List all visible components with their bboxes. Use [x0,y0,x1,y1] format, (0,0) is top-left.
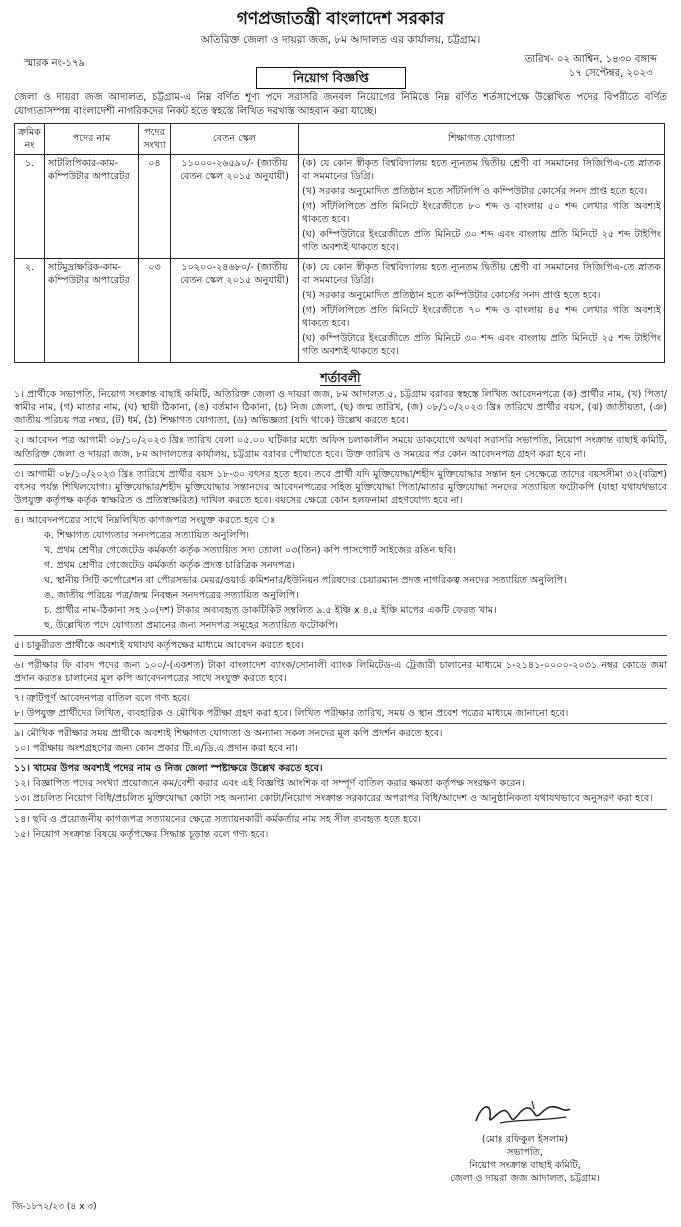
divider [14,723,667,724]
divider [14,510,667,511]
term-14: ১৪। ছবি ও প্রয়োজনীয় কাগজপত্র সত্যায়নের ক্ষেত্রে সত্যায়নকারী কর্মকর্তার নাম সহ সীল ব্যবহৃত হতে হবে। [14,813,421,825]
term-2: ২। আবেদন পত্র আগামী ০৮/১০/২০২৩ খ্রিঃ তারিখ বেলা ০৫.০০ ঘটিকার মধ্যে অফিস চলাকালীন সময়ে ডাকযোগে অথবা সরাসরি সভাপতি, নিয়োগ সংক্রান্ত বাছাই কমিটি, অতিরিক্ত জেলা ও দায়রা জজ, ৮ম আদালতের কার্যালয়, চট্টগ্রাম বরাবর পৌছাতে হবে। উক্ত তারিখ ও সময়ের পর কোন আবেদনপত্র গ্রহণ করা হবে না। [14,435,667,460]
row-count: ০৪ [139,154,171,258]
qualification-item: (গ) সাঁটলিপিতে প্রতি মিনিটে ইংরেজীতে ৭০ শব্দ ও বাংলায় ৪৫ শব্দ লেখার গতি অবশ্যই থাকতে হবে। [302,305,661,330]
divider [14,655,667,656]
table-row [15,258,665,362]
signature-icon [470,1097,580,1131]
term-15: ১৫। নিয়োগ সংক্রান্ত বিষয়ে কর্তৃপক্ষের সিদ্ধান্ত চূড়ান্ত বলে গণ্য হবে। [14,828,269,840]
notice-title: নিয়োগ বিজ্ঞপ্তি [256,67,406,89]
row-scale: ১০২০০-২৪৬৮০/- (জাতীয় বেতন স্কেল ২০১৫ অনুযায়ী) [171,258,299,362]
office-name: অতিরিক্ত জেলা ও দায়রা জজ, ৮ম আদালত এর কার্যালয়, চট্টগ্রাম। [200,34,481,47]
term-10: ১০। পরীক্ষায় অংশগ্রহণের জন্য কোন প্রকার টি.এ/ডি.এ প্রদান করা হবে না। [14,743,298,755]
term-5: ৫। চাকুরীরত প্রার্থীকে অবশ্যই যথাযথ কর্তৃপক্ষের মাধ্যমে আবেদন করতে হবে। [14,640,304,652]
table-header-row [15,123,665,154]
term-11: ১১। খামের উপর অবশ্যই পদের নাম ও নিজ জেলা স্পষ্টাক্ষরে উল্লেখ করতে হবে। [14,763,323,775]
term-4-item: ঙ. জাতীয় পরিচয় পত্র/জন্ম নিবন্ধন সনদপত্রের সত্যায়িত অনুলিপি। [44,589,299,601]
intro-paragraph: জেলা ও দায়রা জজ আদালত, চট্টগ্রাম-এ নিম্ন বর্ণিত শূণ্য পদে সরাসরি জনবল নিয়োগের নিমিত্তে নিম্ন বর্ণিত শর্তসাপেক্ষে উল্লেখিত পদের বিপরীতে বর্ণিত যোগ্যতাসম্পন্ন বাংলাদেশী নাগরিকদের নিকট হতে স্বহস্তে লিখিত দরখাস্ত আহবান করা যাচ্ছে। [14,92,667,117]
row-serial: ১. [15,154,45,258]
signatory-name: (মোঃ রফিকুল ইসলাম) [481,1134,569,1145]
memo-number: স্মারক নং-১৭৯ [24,58,86,70]
qualification-item: (খ) সরকার অনুমোদিত প্রতিষ্ঠান হতে সাঁটলিপি ও কম্পিউটার কোর্সের সনদ প্রাপ্ত হতে হবে। [302,185,648,197]
row-post: সাটলিপিকার-কাম-কম্পিউটার অপারেটর [45,154,139,258]
qualification-item: (ঘ) কম্পিউটারে ইংরেজীতে প্রতি মিনিটে ৩০ শব্দ এবং বাংলায় প্রতি মিনিটে ২৫ শব্দ টাইপিং গতি অবশ্যই থাকতে হবে। [302,333,661,358]
date-english: ১৭ সেপ্টেম্বর, ২০২৩ [568,67,653,79]
row-qualifications [299,258,665,362]
term-4: ৪। আবেদনপত্রের সাথে নিম্নলিখিত কাগজপত্র সংযুক্ত করতে হবে ঃ [14,514,276,526]
term-12: ১২। বিজ্ঞাপিত পদের সংখ্যা প্রয়োজনে কম/বেশী করার এবং এই বিজ্ঞপ্তি আংশিক বা সম্পূর্ণ বাতিল করার ক্ষমতা কর্তৃপক্ষ সংরক্ষণ করেন। [14,778,525,790]
signatory-office: জেলা ও দায়রা জজ আদালত, চট্টগ্রাম। [450,1173,600,1185]
header-row [10,49,671,86]
terms-title-text: শর্তাবলী [320,370,361,386]
header-qualification: শিক্ষাগত যোগ্যতা [299,123,665,154]
qualification-item: (ঘ) কম্পিউটারে ইংরেজীতে প্রতি মিনিটে ৩০ শব্দ এবং বাংলায় প্রতি মিনিটে ২৫ শব্দ টাইপিং গতি অবশ্যই থাকতে হবে। [302,228,661,253]
header-count: পদের সংখ্যা [139,123,171,154]
government-title: গণপ্রজাতন্ত্রী বাংলাদেশ সরকার [236,9,445,29]
term-4-item: গ. প্রথম শ্রেণীর গেজেটেড কর্মকর্তা কর্তৃক প্রদত্ত চারিত্রিক সনদপত্র। [44,559,295,571]
signature-block [405,1097,645,1185]
term-6: ৬। পরীক্ষার ফি বাবদ পদের জন্য ১০০/-(একশত) টাকা বাংলাদেশ ব্যাংক/সোনালী ব্যাংক লিমিটেড-এ ট্রেজারী চালানের মাধ্যমে ১-২১৪১-০০০০-২০৩১ নম্বর কোডে জমা প্রদান করতঃ চালানের মূল কপি আবেদনপত্রের সাথে সংযুক্ত করতে হবে। [14,660,667,685]
terms-title [10,369,671,386]
qualification-item: (ক) যে কোন স্বীকৃত বিশ্ববিদ্যালয় হতে ন্যূনতম দ্বিতীয় শ্রেণী বা সমমানের সিজিপিএ-তে স্নাতক বা সমমানের ডিগ্রি। [302,261,661,287]
date-block [525,53,657,80]
table-row [15,154,665,258]
divider [14,430,667,431]
qualification-item: (গ) সাঁটলিপিতে প্রতি মিনিটে ইংরেজীতে ৮০ শব্দ ও বাংলায় ৫০ শব্দ লেখার গতি অবশ্যই থাকতে হবে। [302,200,661,225]
term-13: ১৩। প্রচলিত নিয়োগ বিধি/প্রচলিত মুক্তিযোদ্ধা কোটা সহ অন্যান্য কোটা/নিয়োগ সংক্রান্ত সরকারের অপরাপর বিধি/আদেশ ও আনুষ্ঠানিকতা যথাযথভাবে অনুসরণ করা হবে। [14,793,653,805]
signatory-designation: সভাপতি, [507,1147,543,1159]
footer-code: জি-১৮৭২/২৩ (৪ x ৩) [12,1201,97,1212]
row-count: ০৩ [139,258,171,362]
term-4-item: ঘ. স্থানীয় সিটি কর্পোরেশন বা পৌরসভার মেয়র/ওয়ার্ড কমিশনার/ইউনিয়ন পরিষদের চেয়ারম্যান প্রদত্ত নাগরিকত্ব সনদের সত্যায়িত অনুলিপি। [44,574,567,586]
term-4-item: ক. শিক্ষাগত যোগ্যতার সনদপত্রের সত্যায়িত অনুলিপি। [44,529,250,541]
term-1: ১। প্রার্থীকে সভাপতি, নিয়োগ সংক্রান্ত বাছাই কমিটি, অতিরিক্ত জেলা ও দায়রা জজ, ৮ম আদালত ৫, চট্টগ্রাম বরাবর স্বহস্তে লিখিত আবেদনপত্রে (ক) প্রার্থীর নাম, (খ) পিতা/স্বামীর নাম, (গ) মাতার নাম, (ঘ) স্থায়ী ঠিকানা, (ঙ) বর্তমান ঠিকানা, (চ) নিজ জেলা, (ছ) জন্ম তারিখ, (জ) ০৮/১০/২০২৩ খ্রিঃ তারিখে প্রার্থীর বয়স, (ঝ) জাতীয়তা, (ঞ) জাতীয় পরিচয় পত্র নম্বর, (ট) ধর্ম, (ঠ) শিক্ষাগত যোগ্যতা, (ড) অভিজ্ঞতা (যদি থাকে) উল্লেখ করতে হবে। [14,389,667,427]
signatory-committee: নিয়োগ সংক্রান্ত বাছাই কমিটি, [469,1160,581,1172]
row-serial: ২. [15,258,45,362]
row-scale: ১১০০০-২৬৫৯০/- (জাতীয় বেতন স্কেল ২০১৫ অনুযায়ী) [171,154,299,258]
term-7: ৭। ত্রুটিপূর্ণ আবেদনপত্র বাতিল বলে গণ্য হবে। [14,693,191,705]
divider [14,635,667,636]
qualification-item: (খ) সরকার অনুমোদিত প্রতিষ্ঠান হতে কম্পিউটার কোর্সের সনদ প্রাপ্ত হতে হবে। [302,290,601,302]
divider [14,758,667,759]
term-4-item: খ. প্রথম শ্রেণীর গেজেটেড কর্মকর্তা কর্তৃক সত্যায়িত সদ্য তোলা ০৩(তিন) কপি পাসপোর্ট সাইজের রঙিন ছবি। [44,544,456,556]
term-4-item: ছ. উল্লেখিত পদে যোগ্যতা প্রমানের জন্য সনদপত্র সমূহের সত্যায়িত ফটোকপি। [44,620,339,632]
divider [14,688,667,689]
header-post: পদের নাম [45,123,139,154]
row-post: সাটমুদ্রাক্ষরিক-কাম-কম্পিউটার অপারেটর [45,258,139,362]
qualification-item: (ক) যে কোন স্বীকৃত বিশ্ববিদ্যালয় হতে ন্যূনতম দ্বিতীয় শ্রেণী বা সমমানের সিজিপিএ-তে স্নাতক বা সমমানের ডিগ্রি। [302,157,661,182]
header-serial: ক্রমিক নং [15,123,45,154]
divider [14,464,667,465]
term-3: ৩। আগামী ০৮/১০/২০২৩ খ্রিঃ তারিখে প্রার্থীর বয়স ১৮-৩০ বৎসর হতে হবে। তবে প্রার্থী যদি মুক্তিযোদ্ধা/শহীদ মুক্তিযোদ্ধার সন্তান হন সেক্ষেত্রে তাদের বয়সসীমা ৩২(বত্রিশ) বৎসর পর্যন্ত শিথিলযোগ্য। মুক্তিযোদ্ধার/শহীদ মুক্তিযোদ্ধার সন্তানদের আবেদনপত্রের সহিত মুক্তিযোদ্ধা পিতা/মাতার মুক্তিযোদ্ধা সনদের সত্যায়িত ফটোকপি (যাহা যথাযথভাবে উপযুক্ত কর্তৃপক্ষ কর্তৃক স্বাক্ষরিত ও প্রতিস্বাক্ষরিত) দাখিল করতে হবে। বয়সের ক্ষেত্রে কোন হলফনামা গ্রহণযোগ্য হবে না। [14,468,667,506]
terms-list [14,388,667,840]
term-8: ৮। উপযুক্ত প্রার্থীদের লিখিত, ব্যবহারিক ও মৌখিক পরীক্ষা গ্রহণ করা হবে। লিখিত পরীক্ষার তারিখ, সময় ও স্থান প্রবেশ পত্রের মাধ্যমে জানানো হবে। [14,708,569,720]
row-qualifications [299,154,665,258]
divider [14,809,667,810]
posts-table [14,123,665,364]
term-9: ৯। মৌখিক পরীক্ষার সময় প্রার্থীকে অবশ্যই শিক্ষাগত যোগ্যতা ও অন্যান্য সকল সনদের মূল কপি প্রদর্শন করতে হবে। [14,728,443,740]
date-bangla: তারিখ- ০২ আশ্বিন, ১৪৩০ বঙ্গাব্দ [524,54,657,66]
header-scale: বেতন স্কেল [171,123,299,154]
term-4-item: চ. প্রার্থীর নাম-ঠিকানা সহ ১০(দশ) টাকার অব্যবহৃত ডাকটিকিট সম্বলিত ৯.৫ ইঞ্চি x ৪.৫ ইঞ্চি মাপের একটি ফেরত খাম। [44,604,497,616]
